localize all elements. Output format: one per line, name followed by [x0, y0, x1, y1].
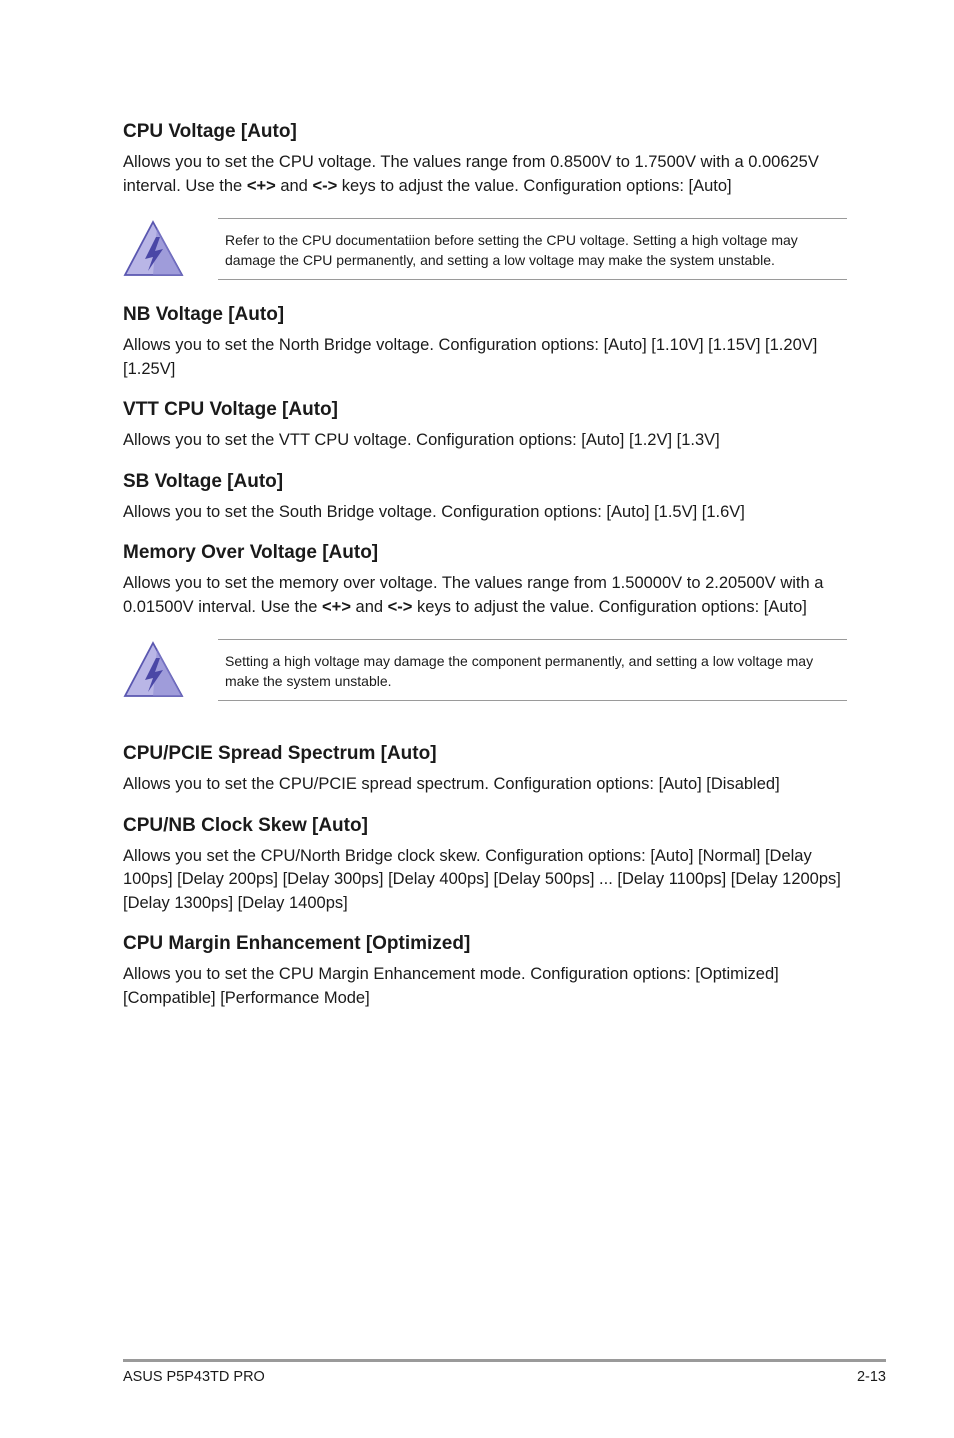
warning-triangle-lightning-icon: [123, 639, 218, 701]
footer-product-name: ASUS P5P43TD PRO: [123, 1369, 265, 1385]
heading-vtt-cpu-voltage: VTT CPU Voltage [Auto]: [123, 399, 338, 420]
key-plus: <+>: [322, 597, 351, 616]
warning-note-memory: [123, 639, 847, 701]
key-plus: <+>: [246, 176, 276, 195]
footer-page-number: 2-13: [856, 1369, 886, 1385]
key-minus: <->: [312, 176, 338, 195]
text-nb-voltage: Allows you to set the North Bridge voltage. Configuration options: [Auto] [1.10V] [1.15V] [1.20V] [1.25V]: [123, 336, 818, 378]
page-footer: [123, 1359, 886, 1385]
heading-cpu-pcie-spread-spectrum: CPU/PCIE Spread Spectrum [Auto]: [123, 743, 437, 764]
text-memory-over-voltage: Allows you to set the memory over voltage. The values range from 1.50000V to 2.20500V with a 0.01500V interval. Use the <+> and <-> keys to adjust the value. Configuration options: [Auto]: [123, 574, 824, 616]
text-cpu-pcie-spread-spectrum: Allows you to set the CPU/PCIE spread spectrum. Configuration options: [Auto] [Disabled]: [123, 775, 780, 793]
text-sb-voltage: Allows you to set the South Bridge voltage. Configuration options: [Auto] [1.5V] [1.6V]: [123, 502, 745, 521]
heading-cpu-voltage: CPU Voltage [Auto]: [123, 121, 297, 142]
warning-note-cpu: [123, 218, 847, 280]
warning-text: Setting a high voltage may damage the component permanently, and setting a low voltage may make the system unstable.: [218, 639, 847, 701]
text-cpu-nb-clock-skew: Allows you set the CPU/North Bridge clock skew. Configuration options: [Auto] [Normal] [Delay 100ps] [Delay 200ps] [Delay 300ps] [Delay 400ps] [Delay 500ps] ... [Delay 1100ps] [Delay 1200ps] [Delay 1300ps] [Delay 1400ps]: [123, 846, 841, 912]
heading-cpu-margin-enhancement: CPU Margin Enhancement [Optimized]: [123, 933, 471, 954]
warning-text: Refer to the CPU documentatiion before setting the CPU voltage. Setting a high voltage may damage the CPU permanently, and setting a low voltage may make the system unstable.: [218, 218, 847, 280]
key-minus: <->: [387, 597, 413, 616]
warning-triangle-lightning-icon: [123, 218, 218, 280]
heading-sb-voltage: SB Voltage [Auto]: [123, 470, 284, 492]
page-content: [123, 119, 847, 1026]
heading-nb-voltage: NB Voltage [Auto]: [123, 304, 285, 325]
heading-cpu-nb-clock-skew: CPU/NB Clock Skew [Auto]: [123, 814, 368, 836]
heading-memory-over-voltage: Memory Over Voltage [Auto]: [123, 542, 379, 563]
text-cpu-voltage: Allows you to set the CPU voltage. The values range from 0.8500V to 1.7500V with a 0.00625V interval. Use the <+> and <-> keys to adjust the value. Configuration options: [Auto]: [123, 153, 819, 195]
text-vtt-cpu-voltage: Allows you to set the VTT CPU voltage. Configuration options: [Auto] [1.2V] [1.3V]: [123, 431, 720, 449]
text-cpu-margin-enhancement: Allows you to set the CPU Margin Enhancement mode. Configuration options: [Optimized] [Compatible] [Performance Mode]: [123, 965, 779, 1007]
